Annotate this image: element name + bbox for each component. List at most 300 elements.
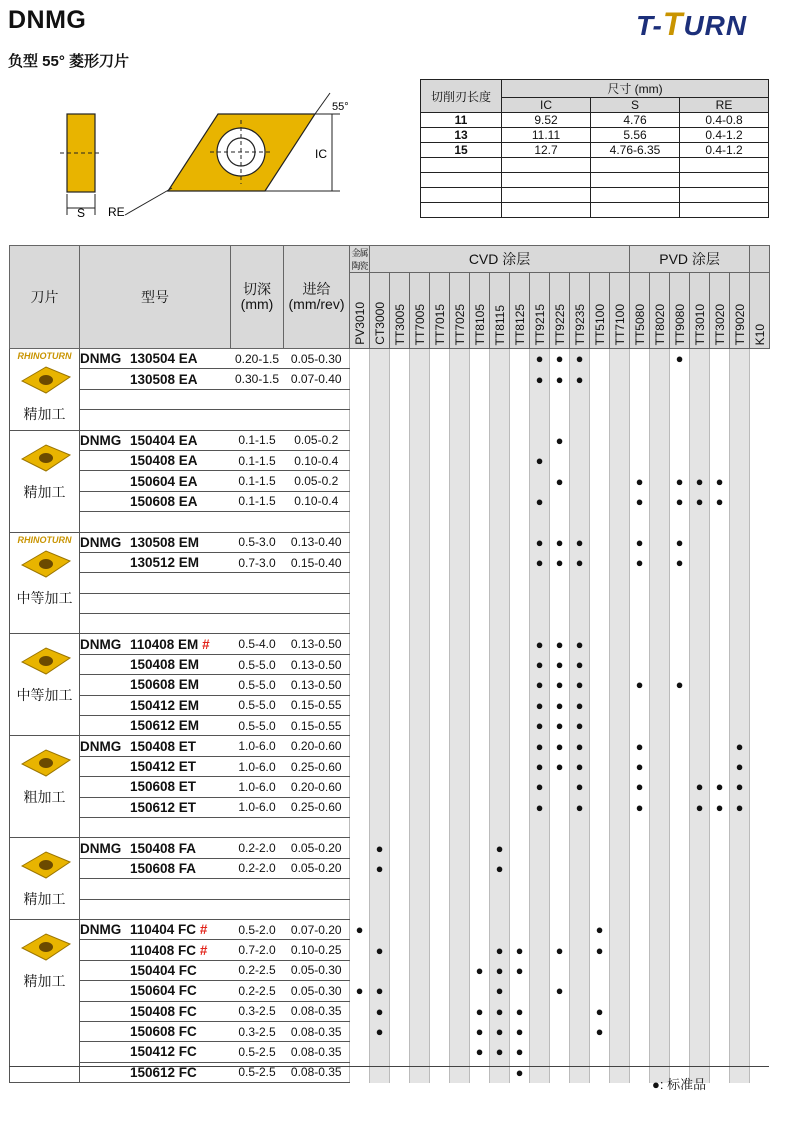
standard-dot-icon: ●: [710, 777, 730, 797]
machining-type: 精加工: [23, 483, 66, 500]
grade-cell: [530, 410, 550, 430]
grade-cell: [390, 491, 410, 511]
grade-cell: [390, 797, 410, 817]
grade-label: TT9215: [532, 303, 547, 345]
grade-cell: [450, 777, 470, 797]
grade-cell: [530, 593, 550, 613]
grade-cell: [570, 879, 590, 899]
grade-cell: [350, 552, 370, 572]
grade-cell: [430, 756, 450, 776]
grade-cell: [650, 614, 670, 634]
grade-cell: [610, 552, 630, 572]
grade-header: [690, 273, 710, 349]
grade-cell: [370, 654, 390, 674]
table-row: [10, 797, 770, 817]
grade-cell: [670, 634, 690, 654]
grade-cell: [610, 899, 630, 919]
grade-cell: [570, 960, 590, 980]
grade-cell: [610, 716, 630, 736]
grade-cell: [730, 817, 750, 837]
table-row: [10, 756, 770, 776]
standard-dot-icon: ●: [510, 1001, 530, 1021]
grade-cell: [370, 797, 390, 817]
grade-cell: [730, 981, 750, 1001]
standard-dot-icon: ●: [570, 736, 590, 756]
grade-cell: [630, 573, 650, 593]
grade-cell: [350, 879, 370, 899]
grade-cell: [690, 634, 710, 654]
grade-cell: [590, 369, 610, 389]
grade-cell: [630, 919, 650, 939]
grade-cell: [750, 1021, 770, 1041]
grade-cell: [750, 838, 770, 858]
grade-cell: [610, 981, 630, 1001]
dim-row-re: 0.4-0.8: [680, 113, 769, 128]
insert-cell: [10, 430, 80, 532]
grade-cell: [370, 756, 390, 776]
standard-dot-icon: ●: [570, 756, 590, 776]
grade-cell: [490, 614, 510, 634]
standard-dot-icon: ●: [570, 552, 590, 572]
depth-cell: 0.7-2.0: [231, 940, 284, 960]
grade-cell: [530, 838, 550, 858]
table-row: [10, 654, 770, 674]
grade-cell: [410, 675, 430, 695]
page-title: DNMG: [8, 6, 87, 34]
grade-cell: [390, 817, 410, 837]
grade-cell: [650, 532, 670, 552]
grade-cell: [430, 471, 450, 491]
standard-dot-icon: ●: [470, 1001, 490, 1021]
standard-dot-icon: ●: [530, 532, 550, 552]
grade-cell: [710, 695, 730, 715]
grade-cell: [350, 471, 370, 491]
grade-cell: [530, 573, 550, 593]
grade-cell: [590, 777, 610, 797]
grade-cell: [730, 858, 750, 878]
grade-cell: [430, 491, 450, 511]
machining-type: 中等加工: [16, 687, 73, 704]
grade-header: [650, 273, 670, 349]
grade-cell: [390, 369, 410, 389]
grade-cell: [430, 1042, 450, 1062]
grade-cell: [470, 675, 490, 695]
grade-cell: [590, 573, 610, 593]
depth-cell: 1.0-6.0: [231, 797, 284, 817]
grade-cell: [630, 450, 650, 470]
model-code: 150404 EA: [130, 432, 198, 448]
grade-cell: [730, 1042, 750, 1062]
grade-cell: [650, 981, 670, 1001]
grade-cell: [670, 817, 690, 837]
standard-dot-icon: ●: [690, 777, 710, 797]
dim-row-ic: 9.52: [502, 113, 591, 128]
grade-cell: [350, 450, 370, 470]
grade-cell: [370, 1042, 390, 1062]
grade-cell: [710, 1021, 730, 1041]
grade-cell: [410, 1042, 430, 1062]
feed-cell: 0.13-0.50: [284, 654, 350, 674]
grade-cell: [430, 573, 450, 593]
grade-cell: [350, 695, 370, 715]
feed-cell: 0.20-0.60: [284, 736, 350, 756]
grade-cell: [350, 960, 370, 980]
insert-image-icon: [16, 644, 74, 678]
grade-cell: [430, 675, 450, 695]
grade-cell: [510, 919, 530, 939]
grade-cell: [710, 675, 730, 695]
table-row: [10, 675, 770, 695]
grade-cell: [690, 675, 710, 695]
standard-dot-icon: ●: [630, 675, 650, 695]
grade-cell: [470, 471, 490, 491]
grade-cell: [670, 756, 690, 776]
grade-cell: [570, 1021, 590, 1041]
grade-cell: [410, 573, 430, 593]
grade-cell: [570, 573, 590, 593]
standard-dot-icon: ●: [370, 1001, 390, 1021]
model-code: 130512 EM: [130, 555, 200, 571]
grade-cell: [410, 716, 430, 736]
grade-cell: [470, 614, 490, 634]
grade-cell: [690, 389, 710, 409]
grade-cell: [730, 960, 750, 980]
grade-cell: [450, 716, 470, 736]
standard-dot-icon: ●: [490, 858, 510, 878]
grade-cell: [730, 940, 750, 960]
grade-cell: [590, 389, 610, 409]
grade-cell: [750, 797, 770, 817]
grade-cell: [610, 614, 630, 634]
grade-cell: [490, 349, 510, 369]
grade-cell: [550, 899, 570, 919]
grade-cell: [390, 858, 410, 878]
grade-label: TT9020: [732, 303, 747, 345]
grade-cell: [730, 1021, 750, 1041]
grade-cell: [430, 899, 450, 919]
grade-cell: [550, 389, 570, 409]
standard-dot-icon: ●: [370, 981, 390, 1001]
depth-cell: 1.0-6.0: [231, 777, 284, 797]
grade-cell: [610, 695, 630, 715]
grade-cell: [430, 1021, 450, 1041]
hash-mark: #: [199, 922, 208, 938]
grade-cell: [730, 573, 750, 593]
grade-cell: [350, 675, 370, 695]
grade-cell: [750, 654, 770, 674]
grade-cell: [690, 716, 710, 736]
grade-cell: [370, 593, 390, 613]
grade-cell: [470, 695, 490, 715]
model-cell: [80, 858, 231, 878]
grade-cell: [530, 817, 550, 837]
standard-dot-icon: ●: [370, 838, 390, 858]
grade-cell: [410, 981, 430, 1001]
table-row: [10, 777, 770, 797]
grade-cell: [590, 736, 610, 756]
grade-cell: [370, 614, 390, 634]
grade-cell: [550, 450, 570, 470]
grade-cell: [630, 1042, 650, 1062]
grade-cell: [450, 491, 470, 511]
standard-dot-icon: ●: [590, 1001, 610, 1021]
standard-dot-icon: ●: [490, 960, 510, 980]
grade-cell: [710, 614, 730, 634]
dim-col-ic: IC: [502, 98, 591, 113]
grade-cell: [450, 471, 470, 491]
rhino-turn-logo: RHINOTURN: [17, 534, 72, 545]
feed-cell: 0.10-0.4: [284, 450, 350, 470]
feed-cell: 0.05-0.20: [284, 838, 350, 858]
grade-cell: [610, 756, 630, 776]
grade-cell: [610, 369, 630, 389]
grade-cell: [510, 716, 530, 736]
dim-row-re: 0.4-1.2: [680, 143, 769, 158]
grade-cell: [450, 797, 470, 817]
standard-dot-icon: ●: [630, 797, 650, 817]
feed-cell: 0.10-0.25: [284, 940, 350, 960]
grade-cell: [390, 736, 410, 756]
grade-cell: [410, 858, 430, 878]
grade-cell: [670, 858, 690, 878]
grade-cell: [450, 1042, 470, 1062]
grade-cell: [350, 614, 370, 634]
grade-cell: [710, 960, 730, 980]
grade-cell: [590, 614, 610, 634]
grade-cell: [470, 838, 490, 858]
grade-cell: [750, 716, 770, 736]
grade-cell: [530, 471, 550, 491]
standard-dot-icon: ●: [570, 695, 590, 715]
grade-cell: [430, 1001, 450, 1021]
grade-label: TT5080: [632, 303, 647, 345]
grade-cell: [410, 614, 430, 634]
grade-cell: [750, 614, 770, 634]
group-cvd: CVD 涂层: [370, 246, 630, 273]
insert-cell: [10, 532, 80, 634]
grade-cell: [750, 817, 770, 837]
grade-cell: [610, 797, 630, 817]
grade-cell: [650, 573, 670, 593]
standard-dot-icon: ●: [570, 675, 590, 695]
standard-dot-icon: ●: [530, 369, 550, 389]
grade-cell: [590, 797, 610, 817]
grade-cell: [690, 899, 710, 919]
grade-label: TT9235: [572, 303, 587, 345]
grade-cell: [590, 879, 610, 899]
grade-cell: [630, 858, 650, 878]
grade-label: PV3010: [352, 302, 367, 345]
grade-label: TT3005: [392, 303, 407, 345]
grade-cell: [650, 899, 670, 919]
grade-cell: [470, 899, 490, 919]
grade-cell: [730, 1001, 750, 1021]
grade-cell: [730, 410, 750, 430]
grade-cell: [590, 695, 610, 715]
grade-cell: [710, 552, 730, 572]
grade-cell: [430, 593, 450, 613]
grade-label: TT7025: [452, 303, 467, 345]
standard-dot-icon: ●: [670, 349, 690, 369]
grade-cell: [630, 981, 650, 1001]
grade-cell: [530, 389, 550, 409]
grade-cell: [410, 491, 430, 511]
grade-cell: [730, 512, 750, 532]
grade-cell: [710, 430, 730, 450]
grade-cell: [670, 777, 690, 797]
grade-cell: [690, 981, 710, 1001]
grade-cell: [370, 899, 390, 919]
grade-cell: [350, 899, 370, 919]
standard-dot-icon: ●: [370, 1021, 390, 1041]
grade-cell: [630, 960, 650, 980]
grade-cell: [370, 369, 390, 389]
table-row: [10, 349, 770, 369]
dimension-table: [420, 79, 769, 218]
feed-cell: 0.13-0.40: [284, 532, 350, 552]
grade-cell: [550, 573, 570, 593]
grade-cell: [490, 777, 510, 797]
grade-cell: [390, 573, 410, 593]
grade-cell: [650, 1021, 670, 1041]
standard-dot-icon: ●: [470, 1042, 490, 1062]
model-cell: [80, 716, 231, 736]
grade-cell: [370, 695, 390, 715]
hash-mark: #: [202, 636, 210, 652]
dim-row-re: 0.4-1.2: [680, 128, 769, 143]
grade-cell: [670, 573, 690, 593]
grade-cell: [410, 899, 430, 919]
grade-cell: [650, 940, 670, 960]
standard-dot-icon: ●: [570, 797, 590, 817]
grade-cell: [410, 1001, 430, 1021]
grade-cell: [350, 369, 370, 389]
grade-cell: [450, 614, 470, 634]
grade-cell: [510, 512, 530, 532]
dim-col-re: RE: [680, 98, 769, 113]
standard-dot-icon: ●: [490, 940, 510, 960]
grade-cell: [610, 491, 630, 511]
insert-diagram: [50, 90, 370, 225]
model-cell: [80, 369, 231, 389]
grade-cell: [430, 695, 450, 715]
rhino-turn-logo: RHINOTURN: [17, 351, 72, 361]
grade-cell: [590, 349, 610, 369]
grade-cell: [650, 695, 670, 715]
grade-cell: [450, 919, 470, 939]
grade-cell: [350, 573, 370, 593]
grade-cell: [510, 634, 530, 654]
table-row: [10, 940, 770, 960]
grade-cell: [710, 369, 730, 389]
grade-cell: [570, 817, 590, 837]
grade-cell: [530, 512, 550, 532]
grade-cell: [350, 410, 370, 430]
grade-cell: [390, 777, 410, 797]
grade-cell: [710, 838, 730, 858]
grade-cell: [710, 858, 730, 878]
standard-dot-icon: ●: [370, 940, 390, 960]
grade-cell: [450, 879, 470, 899]
grade-cell: [490, 756, 510, 776]
grade-header: [430, 273, 450, 349]
standard-dot-icon: ●: [530, 736, 550, 756]
standard-dot-icon: ●: [530, 450, 550, 470]
grade-cell: [510, 879, 530, 899]
model-code: 150412 EM: [130, 697, 200, 713]
grade-cell: [650, 654, 670, 674]
grade-cell: [390, 1001, 410, 1021]
grade-cell: [590, 716, 610, 736]
standard-dot-icon: ●: [550, 940, 570, 960]
grade-cell: [450, 654, 470, 674]
feed-cell: 0.08-0.35: [284, 1001, 350, 1021]
grade-cell: [470, 491, 490, 511]
grade-cell: [750, 899, 770, 919]
depth-cell: 0.20-1.5: [231, 349, 284, 369]
grade-cell: [670, 654, 690, 674]
model-cell: [80, 450, 231, 470]
grade-cell: [370, 716, 390, 736]
grade-cell: [550, 410, 570, 430]
standard-dot-icon: ●: [630, 532, 650, 552]
grade-cell: [490, 410, 510, 430]
grade-cell: [610, 349, 630, 369]
grade-cell: [570, 430, 590, 450]
depth-cell: 0.2-2.5: [231, 960, 284, 980]
grade-cell: [610, 512, 630, 532]
table-row: [10, 1021, 770, 1041]
insert-image-icon: [16, 746, 74, 780]
model-code: 150408 EM: [130, 657, 200, 673]
model-cell: [80, 960, 231, 980]
grade-cell: [450, 410, 470, 430]
grade-cell: [570, 981, 590, 1001]
grade-cell: [630, 879, 650, 899]
model-code: 110404 FC: [130, 922, 197, 938]
grade-cell: [730, 471, 750, 491]
grade-cell: [370, 512, 390, 532]
grade-cell: [410, 736, 430, 756]
grade-cell: [350, 389, 370, 409]
feed-cell: 0.07-0.20: [284, 919, 350, 939]
grade-cell: [390, 716, 410, 736]
grade-label: TT3020: [712, 303, 727, 345]
grade-cell: [550, 960, 570, 980]
grade-cell: [610, 532, 630, 552]
grade-cell: [350, 1042, 370, 1062]
grade-cell: [630, 512, 650, 532]
grade-cell: [470, 654, 490, 674]
grade-cell: [590, 858, 610, 878]
standard-dot-icon: ●: [590, 919, 610, 939]
grade-cell: [470, 756, 490, 776]
standard-dot-icon: ●: [570, 777, 590, 797]
grade-cell: [430, 450, 450, 470]
model-code: 150608 FA: [130, 860, 197, 876]
grade-cell: [690, 1001, 710, 1021]
grade-cell: [350, 491, 370, 511]
grade-cell: [590, 960, 610, 980]
depth-cell: 0.2-2.5: [231, 981, 284, 1001]
grade-cell: [610, 879, 630, 899]
standard-dot-icon: ●: [730, 797, 750, 817]
grade-cell: [730, 634, 750, 654]
grade-cell: [450, 817, 470, 837]
standard-dot-icon: ●: [490, 1021, 510, 1041]
grade-cell: [450, 838, 470, 858]
depth-cell: 1.0-6.0: [231, 736, 284, 756]
